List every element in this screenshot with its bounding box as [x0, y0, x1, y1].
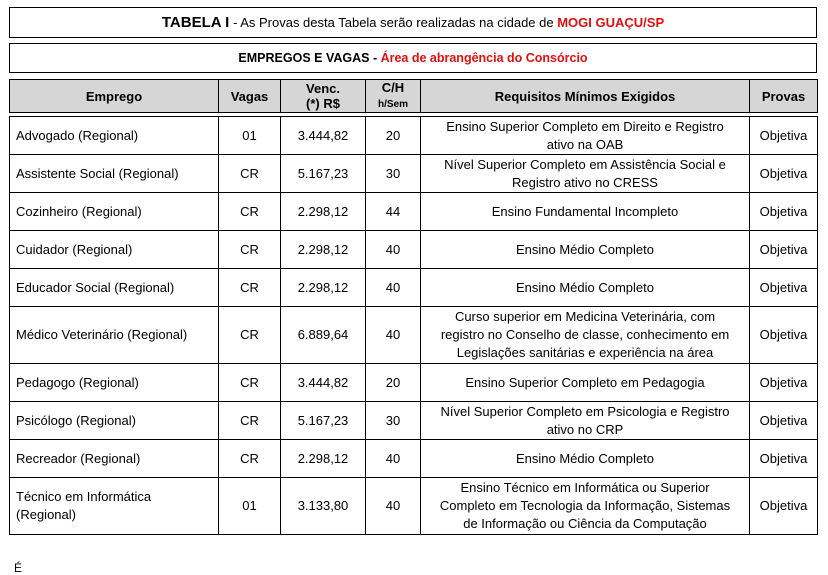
cell-vencimento: 3.444,82: [281, 117, 366, 155]
cell-carga-horaria: 40: [366, 231, 421, 269]
venc-line1: Venc.: [306, 81, 340, 96]
cell-emprego: Cuidador (Regional): [10, 231, 219, 269]
requisito-line: registro no Conselho de classe, conhecimento em: [440, 327, 730, 342]
table-row: [10, 117, 818, 155]
cell-vencimento: 2.298,12: [281, 440, 366, 478]
venc-line2: (*) R$: [306, 96, 340, 111]
cell-carga-horaria: 40: [366, 440, 421, 478]
requisito-line: Ensino Médio Completo: [515, 450, 655, 466]
cell-vagas: 01: [219, 117, 281, 155]
table-row: [10, 402, 818, 440]
cell-emprego: Assistente Social (Regional): [10, 155, 219, 193]
cell-provas: Objetiva: [750, 117, 818, 155]
cell-requisitos: [421, 193, 750, 231]
requisito-line: ativo no CRP: [546, 421, 624, 437]
cell-vagas: CR: [219, 155, 281, 193]
table-row: [10, 440, 818, 478]
cell-provas: Objetiva: [750, 155, 818, 193]
cell-provas: Objetiva: [750, 402, 818, 440]
section-subtitle-banner: [9, 43, 817, 73]
cell-requisitos: [421, 231, 750, 269]
ch-line1: C/H: [381, 80, 405, 95]
requisito-line: Nível Superior Completo em Assistência Social e: [444, 156, 726, 172]
section-subtitle: EMPREGOS E VAGAS: [238, 51, 370, 65]
cell-provas: Objetiva: [750, 231, 818, 269]
cell-vagas: 01: [219, 478, 281, 535]
emprego-line: (Regional): [16, 507, 76, 522]
column-header-provas: Provas: [750, 80, 818, 113]
cell-emprego: Pedagogo (Regional): [10, 364, 219, 402]
cell-carga-horaria: 40: [366, 269, 421, 307]
cell-emprego: Recreador (Regional): [10, 440, 219, 478]
cell-emprego: Educador Social (Regional): [10, 269, 219, 307]
cell-vagas: CR: [219, 307, 281, 364]
cell-vencimento: 5.167,23: [281, 402, 366, 440]
table-row: [10, 478, 818, 535]
cell-provas: Objetiva: [750, 364, 818, 402]
cell-emprego: Psicólogo (Regional): [10, 402, 219, 440]
column-header-vagas: Vagas: [219, 80, 281, 113]
cell-vencimento: 6.889,64: [281, 307, 366, 364]
requisito-line: de Informação ou Ciência da Computação: [463, 516, 707, 531]
cell-emprego: Cozinheiro (Regional): [10, 193, 219, 231]
table-row: [10, 307, 818, 364]
table-row: [10, 193, 818, 231]
requisito-line: Nível Superior Completo em Psicologia e Registro: [440, 403, 730, 419]
requisito-line: ativo na OAB: [546, 136, 624, 152]
cell-provas: Objetiva: [750, 307, 818, 364]
cell-provas: Objetiva: [750, 269, 818, 307]
cell-requisitos: [421, 364, 750, 402]
table-row: [10, 364, 818, 402]
cell-carga-horaria: 40: [366, 307, 421, 364]
section-subtitle-dash: -: [369, 51, 381, 65]
requisito-line: Completo em Tecnologia da Informação, Sistemas: [439, 498, 731, 513]
cell-requisitos: [421, 117, 750, 155]
cell-vagas: CR: [219, 440, 281, 478]
table-row: [10, 269, 818, 307]
column-header-vencimento: [281, 80, 366, 113]
requisito-line: Ensino Superior Completo em Direito e Registro: [446, 118, 724, 134]
cell-vencimento: 2.298,12: [281, 231, 366, 269]
requisito-line: Legislações sanitárias e experiência na área: [456, 345, 714, 360]
cell-vagas: CR: [219, 269, 281, 307]
table-row: [10, 155, 818, 193]
cell-emprego: Médico Veterinário (Regional): [10, 307, 219, 364]
document-frame: [9, 7, 817, 535]
cell-carga-horaria: 30: [366, 155, 421, 193]
cell-requisitos: [421, 402, 750, 440]
cell-requisitos: [421, 155, 750, 193]
table-title: TABELA I: [161, 14, 230, 31]
table-row: [10, 231, 818, 269]
column-header-carga-horaria: [366, 80, 421, 113]
cell-provas: Objetiva: [750, 440, 818, 478]
cell-emprego: Advogado (Regional): [10, 117, 219, 155]
column-header-requisitos: Requisitos Mínimos Exigidos: [421, 80, 750, 113]
cell-carga-horaria: 40: [366, 478, 421, 535]
emprego-line: Técnico em Informática: [16, 489, 152, 504]
cell-vagas: CR: [219, 231, 281, 269]
ch-line2: h/Sem: [377, 99, 408, 110]
table-title-description: - As Provas desta Tabela serão realizadas na cidade de: [229, 15, 558, 30]
cell-requisitos: [421, 307, 750, 364]
cell-carga-horaria: 44: [366, 193, 421, 231]
cell-vencimento: 5.167,23: [281, 155, 366, 193]
cell-provas: Objetiva: [750, 193, 818, 231]
cell-vagas: CR: [219, 402, 281, 440]
cell-requisitos: [421, 440, 750, 478]
table-header-row: [10, 80, 818, 113]
cell-requisitos: [421, 269, 750, 307]
cell-vencimento: 2.298,12: [281, 193, 366, 231]
requisito-line: Ensino Médio Completo: [515, 279, 655, 295]
cell-vagas: CR: [219, 364, 281, 402]
cell-emprego: [10, 478, 219, 535]
cell-vencimento: 2.298,12: [281, 269, 366, 307]
jobs-table: [9, 79, 818, 535]
cell-provas: Objetiva: [750, 478, 818, 535]
column-header-emprego: Emprego: [10, 80, 219, 113]
requisito-line: Ensino Médio Completo: [515, 241, 655, 257]
requisito-line: Ensino Fundamental Incompleto: [491, 203, 679, 219]
cell-vencimento: 3.444,82: [281, 364, 366, 402]
cell-carga-horaria: 20: [366, 364, 421, 402]
cell-requisitos: [421, 478, 750, 535]
cell-vagas: CR: [219, 193, 281, 231]
cell-vencimento: 3.133,80: [281, 478, 366, 535]
requisito-line: Registro ativo no CRESS: [512, 174, 658, 190]
cell-carga-horaria: 20: [366, 117, 421, 155]
requisito-line: Curso superior em Medicina Veterinária, com: [454, 309, 716, 324]
table-title-banner: [9, 7, 817, 38]
footnote: É: [14, 561, 23, 575]
exam-city: MOGI GUAÇU/SP: [557, 15, 665, 30]
cell-carga-horaria: 30: [366, 402, 421, 440]
requisito-line: Ensino Superior Completo em Pedagogia: [465, 374, 705, 390]
coverage-area-label: Área de abrangência do Consórcio: [380, 51, 588, 65]
requisito-line: Ensino Técnico em Informática ou Superior: [460, 480, 710, 495]
